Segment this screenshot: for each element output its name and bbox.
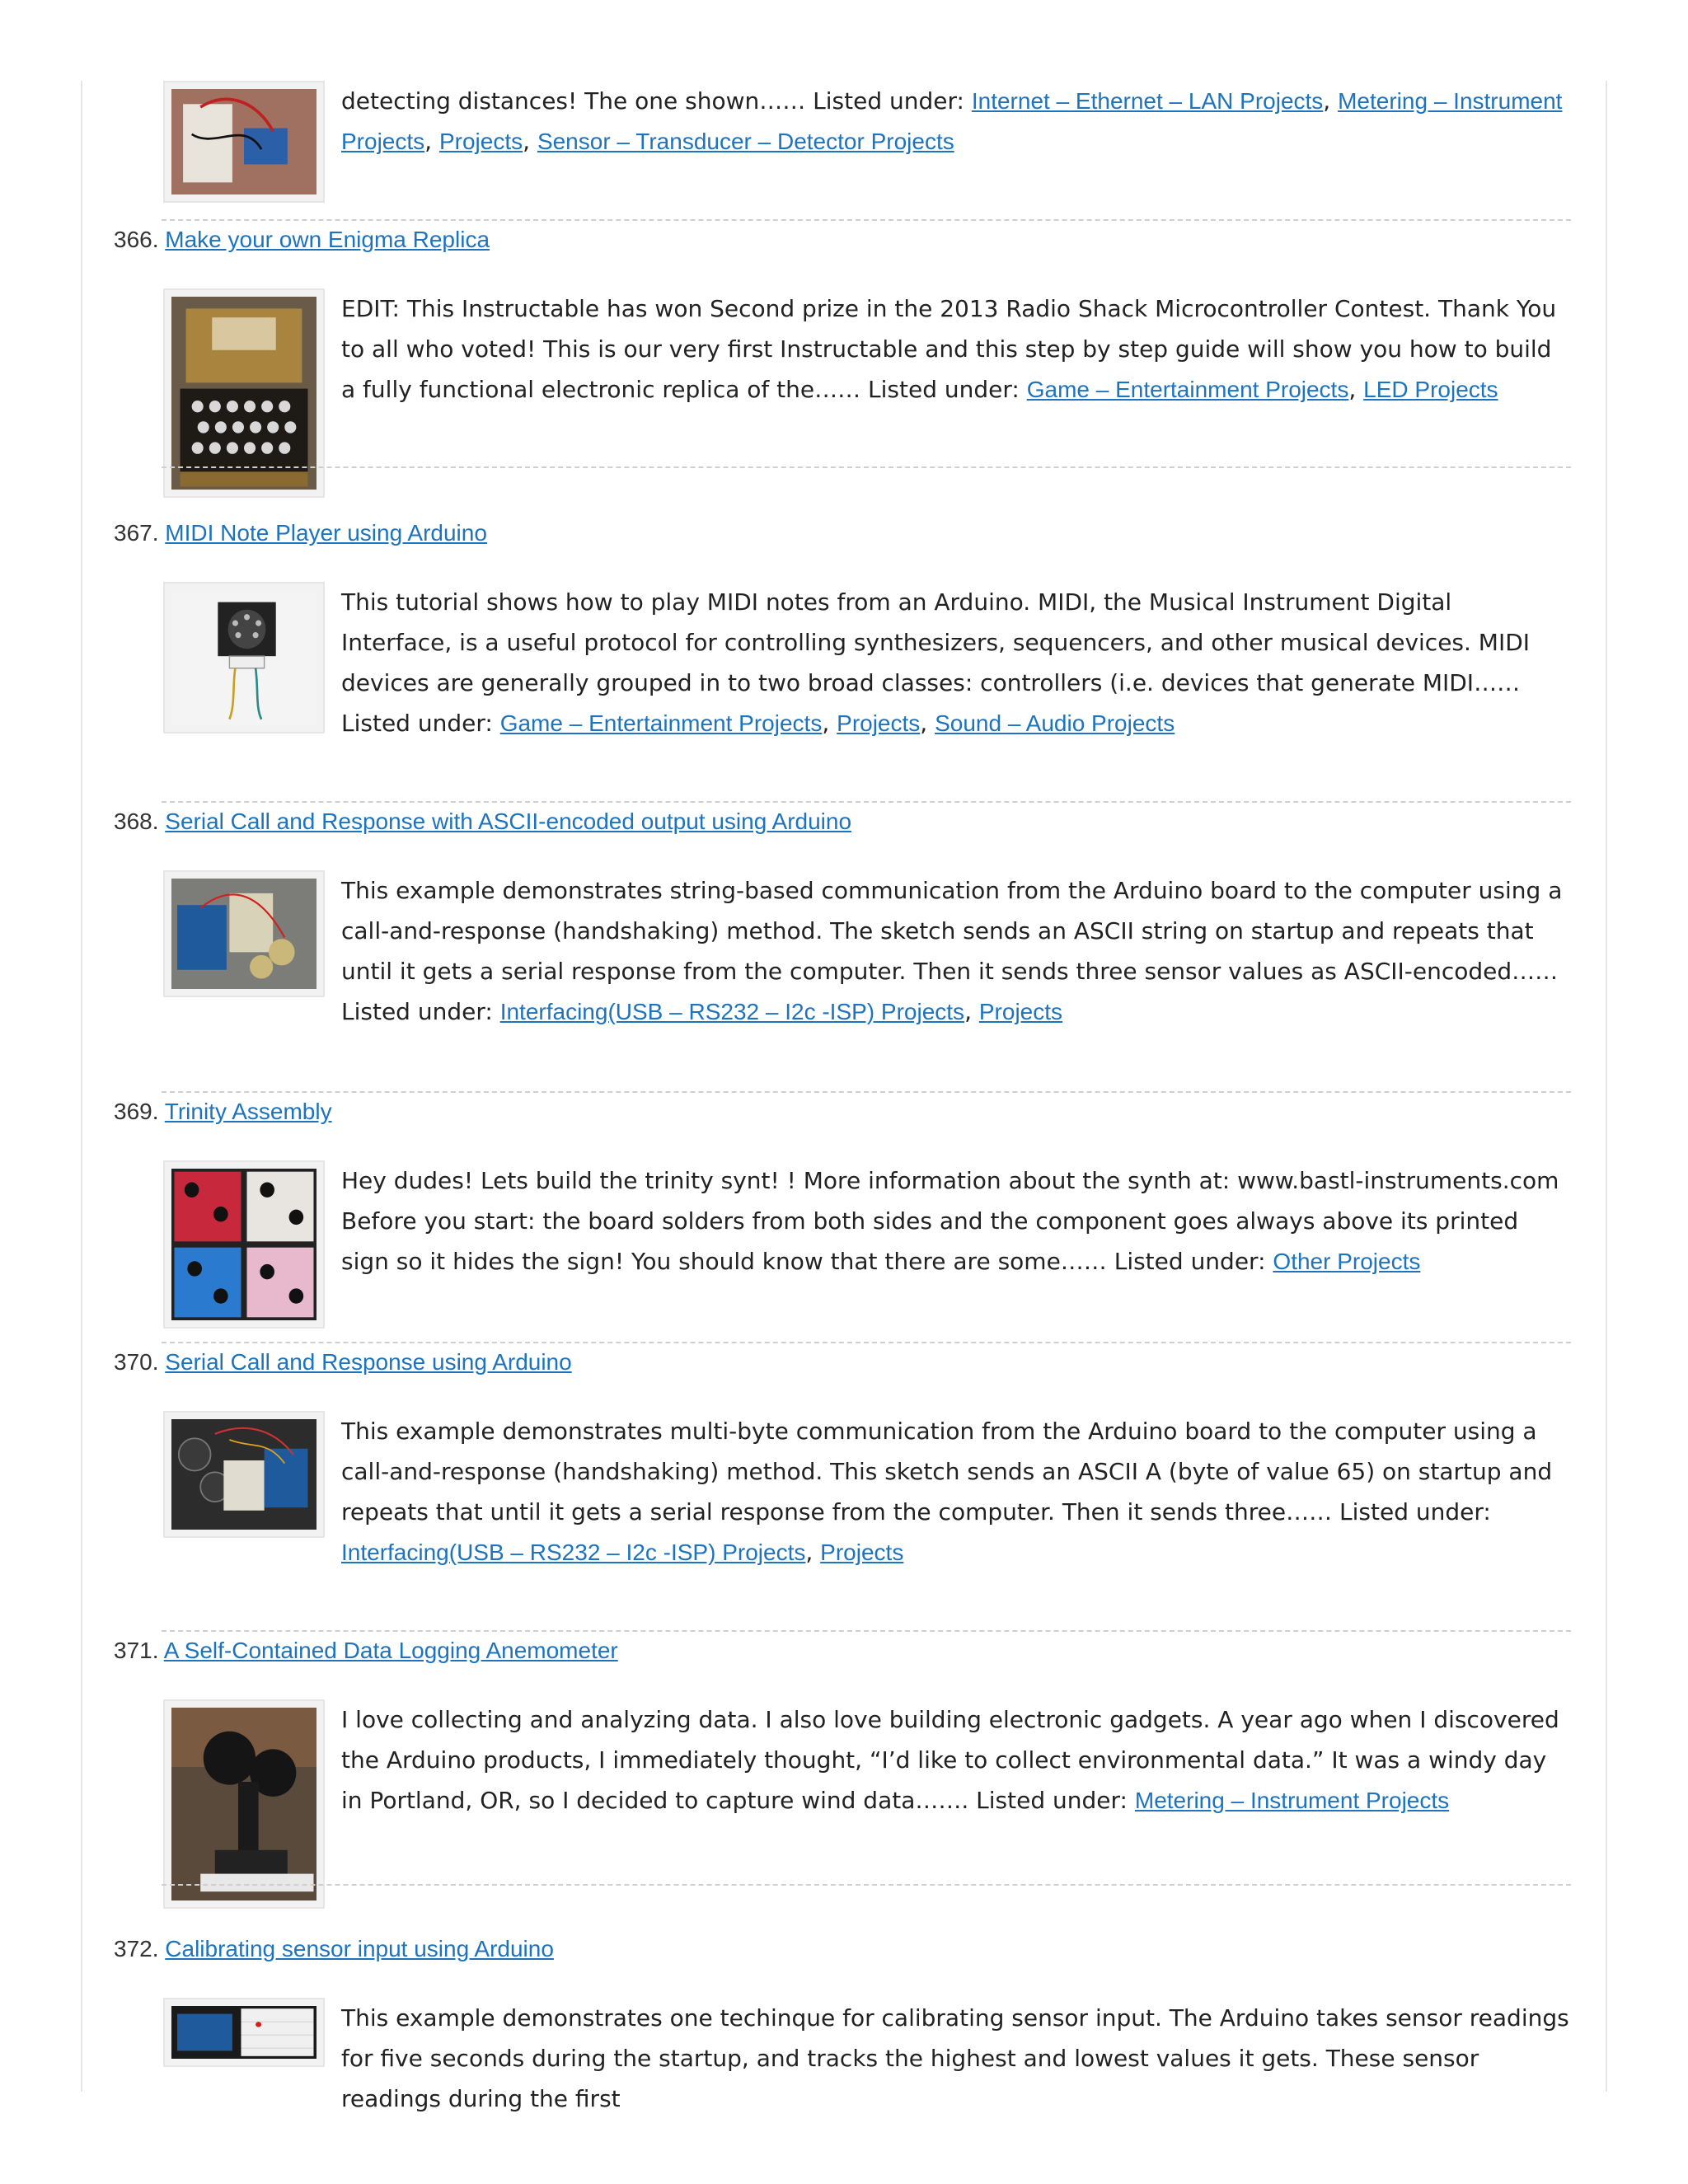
project-heading xyxy=(114,1637,618,1665)
project-description: EDIT: This Instructable has won Second prize in the 2013 Radio Shack Microcontroller Contest. Thank You to all who voted! This is our very first Instructable and this step by step guide will show you how to build a fully functional electronic replica of the…… Listed under: Game – Entertainment Projects, LED Projects xyxy=(341,295,1557,403)
category-links xyxy=(1135,1787,1449,1814)
project-title-link[interactable]: Calibrating sensor input using Arduino xyxy=(165,1936,554,1961)
arduino-breadboard-photo xyxy=(171,1419,316,1530)
project-title-link[interactable]: Serial Call and Response using Arduino xyxy=(165,1349,572,1375)
divider xyxy=(162,466,1571,468)
trinity-synths-photo xyxy=(171,1169,316,1320)
project-title-link[interactable]: Trinity Assembly xyxy=(164,1099,332,1124)
project-heading xyxy=(114,226,490,254)
category-links: Game – Entertainment Projects, LED Projects xyxy=(1026,376,1498,403)
category-link[interactable]: Projects xyxy=(837,710,921,736)
project-description: This example demonstrates one techinque for calibrating sensor input. The Arduino takes sensor readings for five seconds during the startup, and tracks the highest and lowest values it gets. These sensor readings during the first xyxy=(341,2004,1569,2112)
category-link[interactable]: Sound – Audio Projects xyxy=(935,710,1175,736)
project-title-link[interactable]: Make your own Enigma Replica xyxy=(165,227,490,252)
project-heading xyxy=(114,1935,554,1963)
item-number: 366. xyxy=(114,227,159,252)
category-link[interactable]: LED Projects xyxy=(1363,377,1498,402)
project-title-link[interactable]: MIDI Note Player using Arduino xyxy=(165,520,487,546)
project-thumbnail[interactable] xyxy=(163,870,325,997)
item-number: 369. xyxy=(114,1099,159,1124)
category-links: Interfacing(USB – RS232 – I2c -ISP) Projects, Projects xyxy=(341,1539,904,1566)
project-heading xyxy=(114,519,487,547)
item-number: 371. xyxy=(114,1638,159,1663)
project-heading xyxy=(114,1098,332,1126)
project-thumbnail[interactable] xyxy=(163,1160,325,1329)
arduino-sensors-photo xyxy=(171,879,316,989)
category-link[interactable]: Metering – Instrument Projects xyxy=(341,88,1563,154)
category-link[interactable]: Interfacing(USB – RS232 – I2c -ISP) Projects xyxy=(499,999,965,1024)
category-links: Internet – Ethernet – LAN Projects, Metering – Instrument Projects, Projects, Sensor – Transducer – Detector Projects xyxy=(341,87,1563,155)
project-description: I love collecting and analyzing data. I also love building electronic gadgets. A year ago when I discovered the Arduino products, I immediately thought, “I’d like to collect environmental data.” It was a windy day in Portland, OR, so I decided to capture wind data……. Listed under: Metering – Instrument Projects xyxy=(341,1706,1559,1814)
item-number: 372. xyxy=(114,1936,159,1961)
project-description: detecting distances! The one shown…… Listed under: Internet – Ethernet – LAN Projects, Metering – Instrument Projects, Projects, Sensor – Transducer – Detector Projects xyxy=(341,87,1563,155)
item-number: 368. xyxy=(114,808,159,834)
project-heading xyxy=(114,808,851,836)
divider xyxy=(162,1091,1571,1093)
category-link[interactable]: Projects xyxy=(820,1540,904,1565)
category-link[interactable]: Sensor – Transducer – Detector Projects xyxy=(537,129,954,154)
category-link[interactable]: Projects xyxy=(978,999,1063,1024)
category-link[interactable]: Internet – Ethernet – LAN Projects xyxy=(971,88,1324,114)
category-link[interactable]: Interfacing(USB – RS232 – I2c -ISP) Projects xyxy=(341,1540,806,1565)
project-thumbnail[interactable] xyxy=(163,1411,325,1538)
category-link[interactable]: Game – Entertainment Projects xyxy=(1026,377,1349,402)
enigma-machine-photo xyxy=(171,297,316,490)
category-link[interactable]: Other Projects xyxy=(1273,1249,1421,1274)
project-thumbnail[interactable] xyxy=(163,81,325,203)
divider xyxy=(162,1630,1571,1632)
project-heading xyxy=(114,1348,572,1376)
project-title-link[interactable]: Serial Call and Response with ASCII-encoded output using Arduino xyxy=(165,808,852,834)
breadboard-arduino-photo xyxy=(171,89,316,194)
item-number: 370. xyxy=(114,1349,159,1375)
category-links: Game – Entertainment Projects, Projects, Sound – Audio Projects xyxy=(499,710,1175,737)
arduino-calibration-screenshot xyxy=(171,2006,316,2059)
divider xyxy=(162,801,1571,803)
item-number: 367. xyxy=(114,520,159,546)
project-description: This example demonstrates multi-byte communication from the Arduino board to the computer using a call-and-response (handshaking) method. This sketch sends an ASCII A (byte of value 65) on startup and repeats that until it gets a serial response from the computer. Then it sends three…… Listed under: Interfacing(USB – RS232 – I2c -ISP) Projects, Projects xyxy=(341,1418,1553,1566)
category-links: Interfacing(USB – RS232 – I2c -ISP) Projects, Projects xyxy=(499,998,1063,1025)
project-thumbnail[interactable] xyxy=(163,582,325,733)
project-thumbnail[interactable] xyxy=(163,1699,325,1909)
project-description: This example demonstrates string-based communication from the Arduino board to the computer using a call-and-response (handshaking) method. The sketch sends an ASCII string on startup and repeats that until it gets a serial response from the computer. Then it sends three sensor values as ASCII-encoded…… Listed under: Interfacing(USB – RS232 – I2c -ISP) Projects, Projects xyxy=(341,877,1563,1025)
divider xyxy=(162,1884,1571,1886)
category-link[interactable]: Game – Entertainment Projects xyxy=(499,710,823,736)
midi-connector-photo xyxy=(171,590,316,725)
anemometer-photo xyxy=(171,1708,316,1900)
divider xyxy=(162,1342,1571,1343)
project-description: Hey dudes! Lets build the trinity synt! ! More information about the synth at: www.bastl-instruments.com Before you start: the board solders from both sides and the component goes always above its printed sign so it hides the sign! You should know that there are some…… Listed under: Other Projects xyxy=(341,1167,1559,1275)
project-title-link[interactable]: A Self-Contained Data Logging Anemometer xyxy=(163,1638,618,1663)
category-links xyxy=(1273,1248,1420,1275)
category-link[interactable]: Projects xyxy=(438,129,523,154)
project-description: This tutorial shows how to play MIDI notes from an Arduino. MIDI, the Musical Instrument Digital Interface, is a useful protocol for controlling synthesizers, sequencers, and other musical devices. MIDI devices are generally grouped in to two broad classes: controllers (i.e. devices that generate MIDI…… Listed under: Game – Entertainment Projects, Projects, Sound – Audio Projects xyxy=(341,588,1531,737)
project-thumbnail[interactable] xyxy=(163,1998,325,2067)
category-link[interactable]: Metering – Instrument Projects xyxy=(1134,1788,1450,1813)
divider xyxy=(162,219,1571,221)
